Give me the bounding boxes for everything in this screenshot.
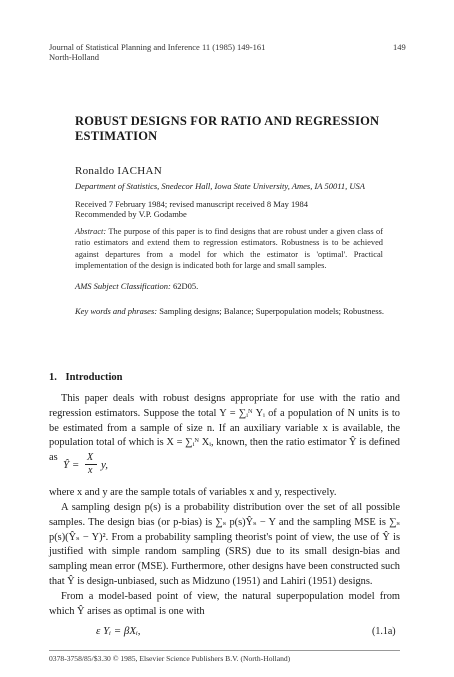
recommended-by: Recommended by V.P. Godambe <box>75 209 187 219</box>
keywords-value: Sampling designs; Balance; Superpopulation models; Robustness. <box>159 306 384 316</box>
keywords <box>75 306 384 316</box>
section-heading <box>49 372 123 383</box>
page-number: 149 <box>393 42 406 52</box>
section-title: Introduction <box>65 372 123 383</box>
publisher-line: North-Holland <box>49 52 100 62</box>
body-paragraph-4 <box>49 590 400 620</box>
paragraph-text: A sampling design p(s) is a probability distribution over the set of all possible samples. The design bias (or p-bias) is ∑ₛ p(s)Ŷₛ − Y and the sampling MSE is ∑ₛ p(s)(Ŷₛ − Y)². From a probability sampling theorist's point of view, the use of Ŷ is justified with simple random sampling (SRS) due to its small design-bias and sampling mean error (MSE). Furthermore, other designs have been constructed such that Ŷ is design-unbiased, such as Midzuno (1951) and Lahiri (1951) designs. <box>49 502 400 587</box>
article-title-line2: ESTIMATION <box>75 129 158 143</box>
equation-number: (1.1a) <box>372 626 396 637</box>
paragraph-text: From a model-based point of view, the natural superpopulation model from which Ŷ arises as optimal is one with <box>49 591 400 617</box>
ams-label: AMS Subject Classification: <box>75 281 171 291</box>
formula-tail: y, <box>101 459 109 471</box>
abstract-text: The purpose of this paper is to find designs that are robust under a given class of ratio estimators and extend them to regression estimators. Robustness is to be achieved against departures from a model for which the estimator is 'optimal'. Practical implementation of the design is indicated both for large and small samples. <box>75 227 383 271</box>
paragraph-text: This paper deals with robust designs appropriate for use with the ratio and regression estimators. Suppose the total Y = ∑ᵢᴺ Yᵢ of a population of N units is to be estimated from a sample of size n. If an auxiliary variable x is available, the population total of which is X = ∑ᵢᴺ Xᵢ, known, then the ratio estimator Ŷ is defined as <box>49 393 400 464</box>
formula-numerator: X <box>87 452 94 463</box>
journal-citation: Journal of Statistical Planning and Inference 11 (1985) 149-161 <box>49 42 266 52</box>
copyright-footer: 0378-3758/85/$3.30 © 1985, Elsevier Science Publishers B.V. (North-Holland) <box>49 654 291 663</box>
model-equation: ε Yᵢ = βXᵢ, <box>96 625 141 637</box>
footer-rule <box>49 650 400 651</box>
author-affiliation: Department of Statistics, Snedecor Hall, Iowa State University, Ames, IA 50011, USA <box>75 181 365 191</box>
keywords-label: Key words and phrases: <box>75 306 158 316</box>
formula-lhs: Ŷ = <box>63 459 80 471</box>
body-paragraph-2 <box>49 486 400 501</box>
ams-value: 62D05. <box>172 281 199 291</box>
formula-denominator: x <box>88 465 93 476</box>
body-paragraph-3 <box>49 501 400 590</box>
received-dates: Received 7 February 1984; revised manuscript received 8 May 1984 <box>75 199 308 209</box>
abstract <box>75 226 383 272</box>
section-number: 1. <box>49 372 57 383</box>
article-title-line1: ROBUST DESIGNS FOR RATIO AND REGRESSION <box>75 114 380 128</box>
body-paragraph-1 <box>49 392 400 466</box>
paragraph-text: where x and y are the sample totals of variables x and y, respectively. <box>49 487 337 498</box>
abstract-label: Abstract: <box>75 227 107 236</box>
author-name: Ronaldo IACHAN <box>75 165 163 177</box>
ams-classification <box>75 281 198 291</box>
